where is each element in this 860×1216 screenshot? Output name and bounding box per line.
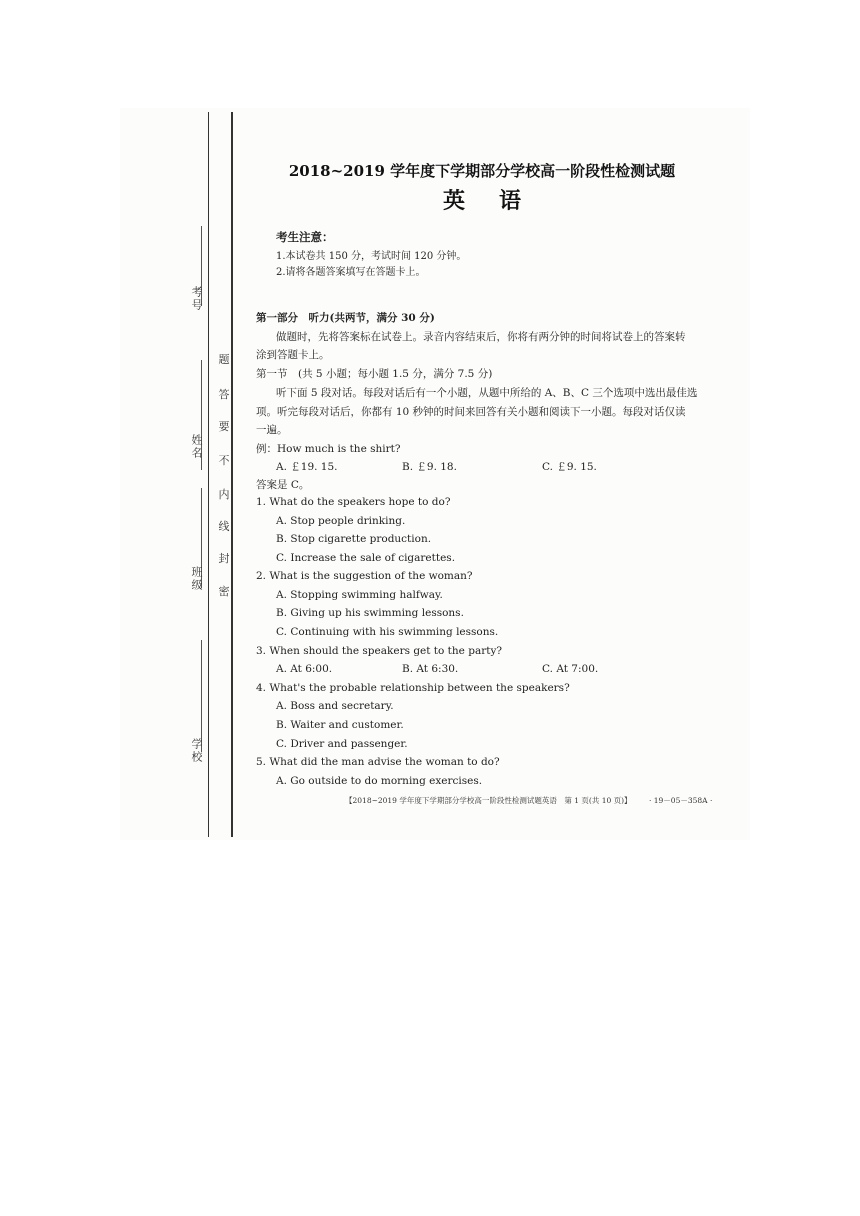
question-text: 2. What is the suggestion of the woman?	[256, 570, 473, 582]
page-footer: 【2018~2019 学年度下学期部分学校高一阶段性检测试题英语 第 1 页(共 10 页)】	[345, 796, 632, 805]
question-option: B. At 6:30.	[402, 663, 459, 675]
binding-line-outer	[208, 112, 209, 837]
question-option: B. Waiter and customer.	[276, 719, 404, 731]
section1-intro: 项。听完每段对话后，你都有 10 秒钟的时间来回答有关小题和阅读下一小题。每段对话仅读	[256, 406, 686, 418]
question-option: A. At 6:00.	[276, 663, 333, 675]
part1-intro: 做题时，先将答案标在试卷上。录音内容结束后，你将有两分钟的时间将试卷上的答案转	[276, 331, 686, 343]
question-option: A. Go outside to do morning exercises.	[276, 775, 483, 787]
question-option: A. Boss and secretary.	[276, 700, 394, 712]
example-question: 例：How much is the shirt?	[256, 443, 401, 455]
notice-item: 2.请将各题答案填写在答题卡上。	[276, 267, 426, 278]
section1-heading: 第一节 (共 5 小题；每小题 1.5 分，满分 7.5 分)	[256, 368, 493, 380]
school-blank	[201, 640, 202, 752]
notice-item: 1.本试卷共 150 分，考试时间 120 分钟。	[276, 251, 467, 262]
question-option: A. Stop people drinking.	[276, 515, 406, 527]
paper-code: · 19－05－358A ·	[649, 796, 713, 805]
question-option: A. Stopping swimming halfway.	[276, 589, 443, 601]
seal-char: 密	[218, 585, 230, 598]
question-option: B. Giving up his swimming lessons.	[276, 607, 464, 619]
part1-heading: 第一部分 听力(共两节，满分 30 分)	[256, 312, 435, 324]
seal-char: 不	[218, 454, 230, 467]
seal-char: 答	[218, 388, 230, 401]
school-label: 学校	[190, 738, 203, 764]
section1-intro: 听下面 5 段对话。每段对话后有一个小题，从题中所给的 A、B、C 三个选项中选出最佳选	[276, 387, 698, 399]
section1-intro: 一遍。	[256, 424, 288, 436]
example-option: C. ￡9. 15.	[542, 461, 597, 473]
question-option: C. Continuing with his swimming lessons.	[276, 626, 499, 638]
question-option: B. Stop cigarette production.	[276, 533, 432, 545]
seal-char: 内	[218, 488, 230, 501]
seal-char: 要	[218, 420, 230, 433]
question-text: 4. What's the probable relationship between the speakers?	[256, 682, 570, 694]
class-label: 班级	[190, 566, 203, 592]
part1-intro: 涂到答题卡上。	[256, 349, 330, 361]
question-option: C. Driver and passenger.	[276, 738, 408, 750]
question-text: 1. What do the speakers hope to do?	[256, 496, 451, 508]
example-answer: 答案是 C。	[256, 479, 310, 491]
seal-char: 题	[218, 353, 230, 366]
seal-char: 线	[218, 520, 230, 533]
scanned-sheet	[120, 108, 750, 840]
question-text: 3. When should the speakers get to the party?	[256, 645, 503, 657]
exam-title: 2018~2019 学年度下学期部分学校高一阶段性检测试题	[288, 162, 676, 180]
notice-heading: 考生注意：	[276, 230, 334, 244]
example-option: A. ￡19. 15.	[276, 461, 338, 473]
question-option: C. At 7:00.	[542, 663, 599, 675]
subject-title: 英语	[442, 188, 555, 214]
seal-char: 封	[218, 552, 230, 565]
binding-line-inner	[231, 112, 233, 837]
name-label: 姓名	[190, 434, 203, 460]
exam-no-label: 考号	[190, 286, 203, 312]
example-option: B. ￡9. 18.	[402, 461, 457, 473]
question-text: 5. What did the man advise the woman to do?	[256, 756, 500, 768]
question-option: C. Increase the sale of cigarettes.	[276, 552, 456, 564]
